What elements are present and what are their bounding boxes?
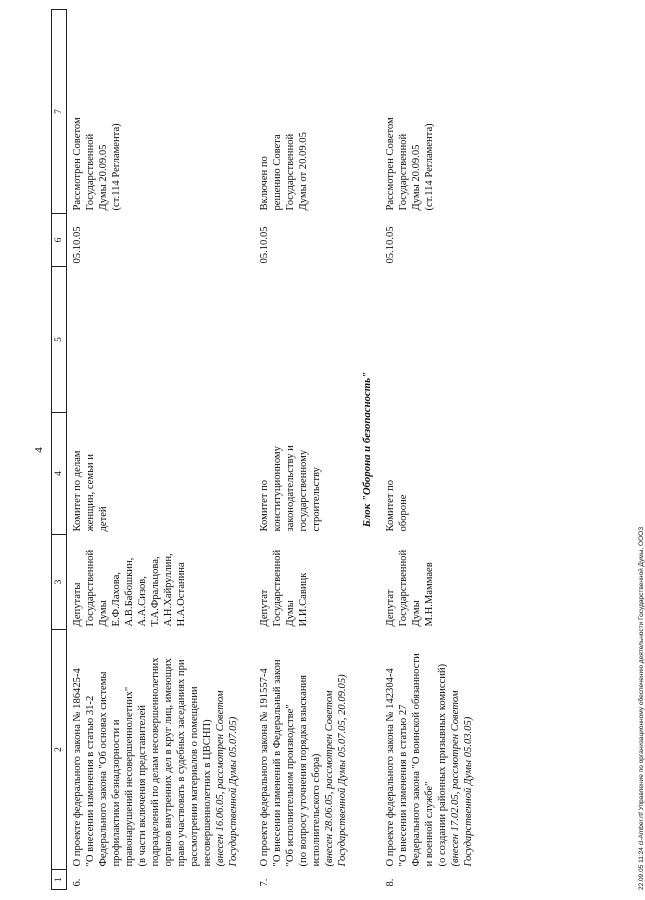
row-number: 8. bbox=[385, 878, 396, 887]
column-header: 4 bbox=[52, 413, 67, 535]
bill-description bbox=[380, 630, 477, 870]
author-line: Государственной bbox=[85, 549, 96, 627]
bill-description bbox=[242, 630, 351, 870]
status-cell bbox=[242, 10, 351, 214]
author-line: Т.А.Фральцова, bbox=[150, 556, 161, 627]
column-5-cell bbox=[380, 267, 477, 413]
committee-line: Комитет по bbox=[259, 479, 270, 532]
author-line: Депутаты bbox=[72, 582, 83, 627]
bills-table bbox=[51, 9, 477, 890]
status-line: (ст.114 Регламента) bbox=[111, 123, 122, 211]
responsible-committee bbox=[380, 413, 477, 535]
row-number: 7. bbox=[259, 878, 270, 887]
bill-line: органов внутренних дел в круг лиц, имеющих bbox=[163, 658, 174, 867]
bill-note: (внесен 16.06.05, рассмотрен Советом bbox=[215, 690, 226, 867]
committee-line: законодательству и bbox=[285, 445, 296, 532]
bill-line: "О внесении изменения в статью 27 bbox=[398, 704, 409, 867]
bill-line: Федерального закона "Об основах системы bbox=[98, 671, 109, 867]
section-title: Блок "Оборона и безопасность" bbox=[361, 371, 373, 528]
status-line: Государственной bbox=[285, 133, 296, 211]
status-line: (ст.114 Регламента) bbox=[424, 123, 435, 211]
date-cell: 05.10.05 bbox=[385, 226, 396, 264]
committee-line: конституционному bbox=[272, 446, 283, 532]
bill-line: "О внесении изменений в Федеральный закон bbox=[272, 659, 283, 867]
bill-line: О проекте федерального закона № 142304-4 bbox=[385, 668, 396, 867]
status-cell bbox=[67, 10, 243, 214]
bill-line: исполнительского сбора) bbox=[311, 753, 322, 867]
bill-line: О проекте федерального закона № 191557-4 bbox=[259, 668, 270, 867]
bill-note: Государственной Думы 05.07.05, 20.09.05) bbox=[337, 674, 348, 867]
status-line: Думы от 20.09.05 bbox=[298, 132, 309, 211]
table-row bbox=[380, 10, 477, 890]
author-line: М.Н.Маммаев bbox=[424, 562, 435, 627]
bill-line: рассмотрении материалов о помещении bbox=[189, 686, 200, 867]
bill-note: (внесен 17.02.05, рассмотрен Советом bbox=[450, 690, 461, 867]
rotated-page bbox=[33, 10, 645, 890]
column-header: 2 bbox=[52, 630, 67, 870]
author-line: Н.А.Останина bbox=[176, 562, 187, 627]
bill-note: Государственной Думы 05.03.05) bbox=[463, 716, 474, 867]
status-line: Думы 20.09.05 bbox=[98, 144, 109, 211]
bill-authors bbox=[67, 535, 243, 630]
column-header: 7 bbox=[52, 10, 67, 214]
author-line: Е.Ф.Лахова, bbox=[111, 572, 122, 627]
committee-line: строительству bbox=[311, 467, 322, 532]
status-line: Государственной bbox=[398, 133, 409, 211]
bill-note: (внесен 28.06.05, рассмотрен Советом bbox=[324, 690, 335, 867]
bill-authors bbox=[242, 535, 351, 630]
bill-line: право участвовать в судебных заседаниях при bbox=[176, 659, 187, 867]
bill-note: Государственной Думы 05.07.05) bbox=[228, 716, 239, 867]
bill-line: О проекте федерального закона № 186425-4 bbox=[72, 668, 83, 867]
author-line: Депутат bbox=[385, 589, 396, 627]
author-line: А.Н.Хайруллин, bbox=[163, 553, 174, 627]
bill-line: (о создании районных призывных комиссий) bbox=[437, 663, 448, 867]
author-line: Думы bbox=[98, 600, 109, 627]
author-line: Государственной bbox=[272, 549, 283, 627]
column-5-cell bbox=[242, 267, 351, 413]
committee-line: государственному bbox=[298, 449, 309, 532]
row-number: 6. bbox=[72, 878, 83, 887]
bill-line: несовершеннолетних в ЦВСНП) bbox=[202, 719, 213, 867]
bill-authors bbox=[380, 535, 477, 630]
responsible-committee bbox=[242, 413, 351, 535]
bill-line: подразделений по делам несовершеннолетних bbox=[150, 657, 161, 867]
bill-line: Федерального закона "О воинской обязанности bbox=[411, 653, 422, 867]
page-number: 4 bbox=[33, 447, 45, 453]
column-header: 5 bbox=[52, 267, 67, 413]
author-line: Думы bbox=[285, 600, 296, 627]
author-line: А.В.Бабошкин, bbox=[124, 557, 135, 627]
bill-line: правонарушений несовершеннолетних" bbox=[124, 686, 135, 867]
author-line: А.А.Сизов, bbox=[137, 576, 148, 627]
page-footer: 22.09.05 11:24 cl-Amber.rtf Управление по организационному обеспечению деятельности Государственной Думы, ОООЗ bbox=[638, 526, 645, 890]
committee-line: детей bbox=[98, 506, 109, 532]
author-line: Депутат bbox=[259, 589, 270, 627]
bill-description bbox=[67, 630, 243, 870]
table-row bbox=[242, 10, 351, 890]
bill-line: "Об исполнительном производстве" bbox=[285, 704, 296, 867]
status-line: Рассмотрен Советом bbox=[72, 117, 83, 211]
author-line: И.И.Савицк bbox=[298, 572, 309, 627]
section-row bbox=[351, 10, 380, 890]
column-header: 1 bbox=[52, 870, 67, 890]
status-line: Рассмотрен Советом bbox=[385, 117, 396, 211]
bill-line: и военной службе" bbox=[424, 781, 435, 867]
column-5-cell bbox=[67, 267, 243, 413]
date-cell: 05.10.05 bbox=[259, 226, 270, 264]
committee-line: обороне bbox=[398, 494, 409, 532]
status-line: решению Совета bbox=[272, 134, 283, 211]
bill-line: профилактики безнадзорности и bbox=[111, 719, 122, 867]
column-header-row bbox=[52, 10, 67, 890]
status-line: Думы 20.09.05 bbox=[411, 144, 422, 211]
responsible-committee bbox=[67, 413, 243, 535]
column-header: 6 bbox=[52, 214, 67, 267]
committee-line: Комитет по bbox=[385, 479, 396, 532]
committee-line: женщин, семьи и bbox=[85, 454, 96, 532]
bill-line: (по вопросу уточнения порядка взыскания bbox=[298, 674, 309, 867]
status-line: Государственной bbox=[85, 133, 96, 211]
author-line: Государственной bbox=[398, 549, 409, 627]
bill-line: (в части включения представителей bbox=[137, 705, 148, 867]
author-line: Думы bbox=[411, 600, 422, 627]
status-line: Включен по bbox=[259, 156, 270, 211]
date-cell: 05.10.05 bbox=[72, 226, 83, 264]
bill-line: "О внесении изменения в статью 31-2 bbox=[85, 695, 96, 867]
status-cell bbox=[380, 10, 477, 214]
committee-line: Комитет по делам bbox=[72, 450, 83, 532]
table-row bbox=[67, 10, 243, 890]
column-header: 3 bbox=[52, 535, 67, 630]
